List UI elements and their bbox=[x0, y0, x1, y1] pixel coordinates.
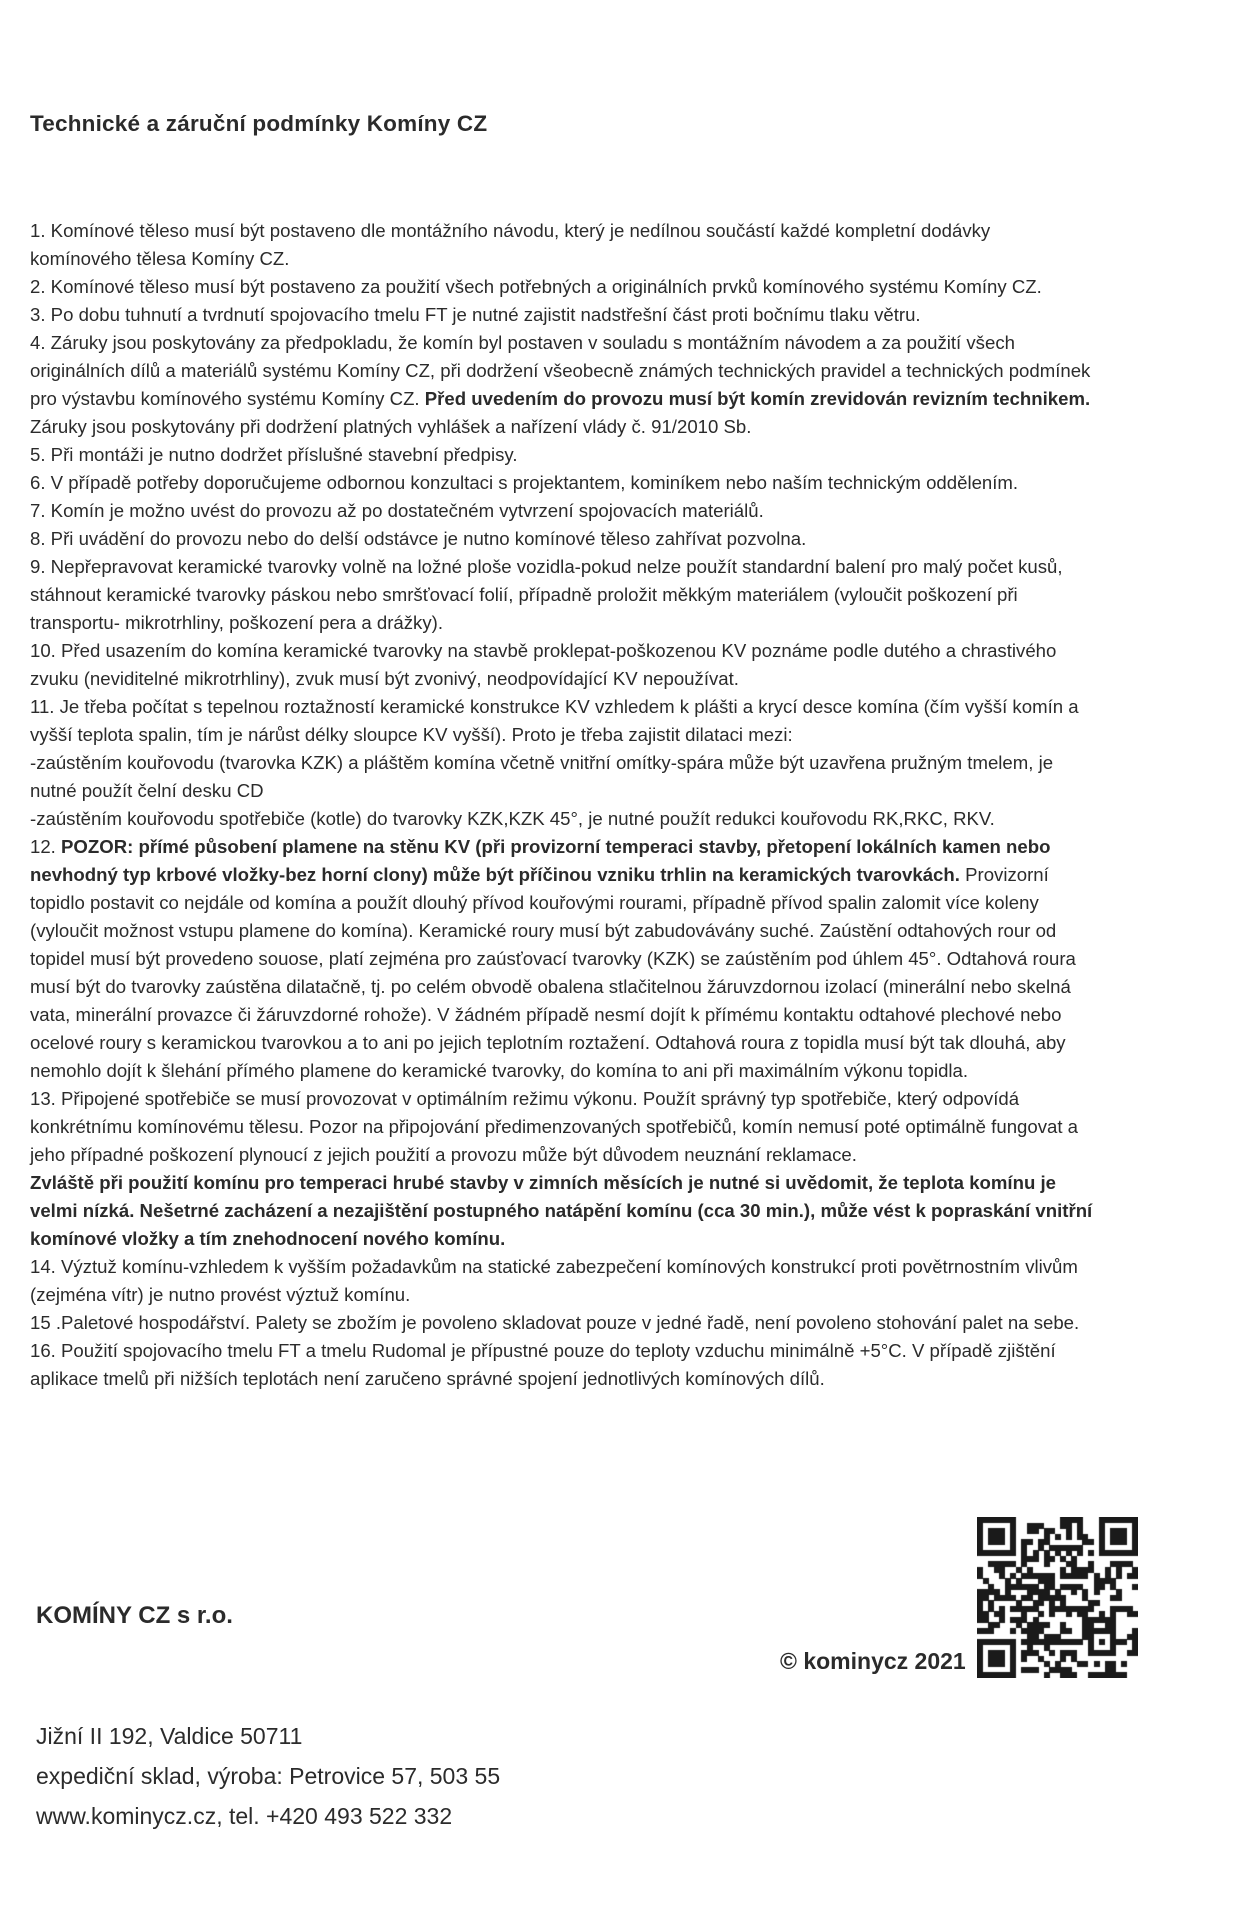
body-line: -zaústěním kouřovodu (tvarovka KZK) a pláštěm komína včetně vnitřní omítky-spára může být uzavřena pružným tmelem, je bbox=[30, 752, 1054, 773]
body-line: 11. Je třeba počítat s tepelnou roztažností keramické konstrukce KV vzhledem k plášti a krycí desce komína (čím vyšší komín a bbox=[30, 696, 1079, 717]
footer-address-line: expediční sklad, výroba: Petrovice 57, 503 55 bbox=[36, 1763, 501, 1789]
body-line: nemohlo dojít k šlehání přímého plamene do keramické tvarovky, do komína to ani při maximálním výkonu topidla. bbox=[30, 1060, 969, 1081]
body-line: musí být do tvarovky zaústěna dilatačně, tj. po celém obvodě obalena stlačitelnou žáruvzdornou izolací (minerální nebo skelná bbox=[30, 976, 1071, 997]
footer bbox=[36, 1516, 500, 1916]
body-line: (zejména vítr) je nutno provést výztuž komínu. bbox=[30, 1284, 411, 1305]
body-line: komínového tělesa Komíny CZ. bbox=[30, 248, 290, 269]
body-line: Zvláště při použití komínu pro temperaci hrubé stavby v zimních měsících je nutné si uvědomit, že teplota komínu je bbox=[30, 1172, 1056, 1193]
body-line: pro výstavbu komínového systému Komíny CZ. Před uvedením do provozu musí být komín zrevidován revizním technikem. bbox=[30, 388, 1091, 409]
body-line: 15 .Paletové hospodářství. Palety se zbožím je povoleno skladovat pouze v jedné řadě, není povoleno stohování palet na sebe. bbox=[30, 1312, 1080, 1333]
body-line: jeho případné poškození plynoucí z jejich použití a provozu může být důvodem neuznání reklamace. bbox=[30, 1144, 857, 1165]
body-line: 7. Komín je možno uvést do provozu až po dostatečném vytvrzení spojovacích materiálů. bbox=[30, 500, 764, 521]
body-line: originálních dílů a materiálů systému Komíny CZ, při dodržení všeobecně známých technických pravidel a technických podmínek bbox=[30, 360, 1091, 381]
body-line: (vyloučit možnost vstupu plamene do komína). Keramické roury musí být zabudovávány suché. Zaústění odtahových rour od bbox=[30, 920, 1057, 941]
body-line: zvuku (neviditelné mikrotrhliny), zvuk musí být zvonivý, neodpovídající KV nepoužívat. bbox=[30, 668, 739, 689]
body-line: vata, minerální provazce či žáruvzdorné rohože). V žádném případě nesmí dojít k přímému kontaktu odtahové plechové nebo bbox=[30, 1004, 1062, 1025]
body-text bbox=[30, 217, 1092, 1393]
body-line: 2. Komínové těleso musí být postaveno za použití všech potřebných a originálních prvků komínového systému Komíny CZ. bbox=[30, 276, 1042, 297]
body-line: 3. Po dobu tuhnutí a tvrdnutí spojovacího tmelu FT je nutné zajistit nadstřešní část proti bočnímu tlaku větru. bbox=[30, 304, 921, 325]
body-line: topidlo postavit co nejdále od komína a použít dlouhý přívod kouřovými rourami, případně přívod spalin zalomit více koleny bbox=[30, 892, 1039, 913]
footer-address-line: Jižní II 192, Valdice 50711 bbox=[36, 1723, 303, 1749]
page-title: Technické a záruční podmínky Komíny CZ bbox=[30, 111, 488, 136]
body-line: 14. Výztuž komínu-vzhledem k vyšším požadavkům na statické zabezpečení komínových konstrukcí proti povětrnostním vlivům bbox=[30, 1256, 1078, 1277]
body-line: nutné použít čelní desku CD bbox=[30, 780, 264, 801]
body-line: vyšší teplota spalin, tím je nárůst délky sloupce KV vyšší). Proto je třeba zajistit dilataci mezi: bbox=[30, 724, 793, 745]
company-name: KOMÍNY CZ s r.o. bbox=[36, 1602, 233, 1629]
body-line: 10. Před usazením do komína keramické tvarovky na stavbě proklepat-poškozenou KV poznáme podle dutého a chrastivého bbox=[30, 640, 1057, 661]
body-line: 16. Použití spojovacího tmelu FT a tmelu Rudomal je přípustné pouze do teploty vzduchu minimálně +5°C. V případě zjištění bbox=[30, 1340, 1056, 1361]
body-line: topidel musí být provedeno souose, platí zejména pro zaúsťovací tvarovky (KZK) se zaústěním pod úhlem 45°. Odtahová roura bbox=[30, 948, 1076, 969]
body-line: 8. Při uvádění do provozu nebo do delší odstávce je nutno komínové těleso zahřívat pozvolna. bbox=[30, 528, 807, 549]
body-line: komínové vložky a tím znehodnocení nového komínu. bbox=[30, 1228, 506, 1249]
body-line: 1. Komínové těleso musí být postaveno dle montážního návodu, který je nedílnou součástí každé kompletní dodávky bbox=[30, 220, 991, 241]
footer-address-lines bbox=[36, 1716, 500, 1836]
copyright-notice: © kominycz 2021 bbox=[780, 1648, 966, 1674]
body-line: 9. Nepřepravovat keramické tvarovky volně na ložné ploše vozidla-pokud nelze použít standardní balení pro malý počet kusů, bbox=[30, 556, 1063, 577]
body-line: 5. Při montáži je nutno dodržet příslušné stavební předpisy. bbox=[30, 444, 518, 465]
body-line: aplikace tmelů při nižších teplotách není zaručeno správné spojení jednotlivých komínových dílů. bbox=[30, 1368, 825, 1389]
body-line: Záruky jsou poskytovány při dodržení platných vyhlášek a nařízení vlády č. 91/2010 Sb. bbox=[30, 416, 752, 437]
body-line: 4. Záruky jsou poskytovány za předpokladu, že komín byl postaven v souladu s montážním návodem a za použití všech bbox=[30, 332, 1015, 353]
body-line: -zaústěním kouřovodu spotřebiče (kotle) do tvarovky KZK,KZK 45°, je nutné použít redukci kouřovodu RK,RKC, RKV. bbox=[30, 808, 995, 829]
body-line: ocelové roury s keramickou tvarovkou a to ani po jejich teplotním roztažení. Odtahová roura z topidla musí být tak dlouhá, aby bbox=[30, 1032, 1066, 1053]
body-line: stáhnout keramické tvarovky páskou nebo smršťovací folií, případně proložit měkkým materiálem (vyloučit poškození při bbox=[30, 584, 1018, 605]
body-line: nevhodný typ krbové vložky-bez horní clony) může být příčinou vzniku trhlin na keramických tvarovkách. Provizorní bbox=[30, 864, 1049, 885]
qr-code-icon bbox=[977, 1517, 1138, 1678]
body-line: 13. Připojené spotřebiče se musí provozovat v optimálním režimu výkonu. Použít správný typ spotřebiče, který odpovídá bbox=[30, 1088, 1020, 1109]
body-line: velmi nízká. Nešetrné zacházení a nezajištění postupného natápění komínu (cca 30 min.), může vést k popraskání vnitřní bbox=[30, 1200, 1093, 1221]
body-line: 6. V případě potřeby doporučujeme odbornou konzultaci s projektantem, kominíkem nebo naším technickým oddělením. bbox=[30, 472, 1019, 493]
footer-address-line: www.kominycz.cz, tel. +420 493 522 332 bbox=[36, 1803, 453, 1829]
body-line: konkrétnímu komínovému tělesu. Pozor na připojování předimenzovaných spotřebičů, komín nemusí poté optimálně fungovat a bbox=[30, 1116, 1079, 1137]
body-line: transportu- mikrotrhliny, poškození pera a drážky). bbox=[30, 612, 444, 633]
body-line: 12. POZOR: přímé působení plamene na stěnu KV (při provizorní temperaci stavby, přetopení lokálních kamen nebo bbox=[30, 836, 1051, 857]
